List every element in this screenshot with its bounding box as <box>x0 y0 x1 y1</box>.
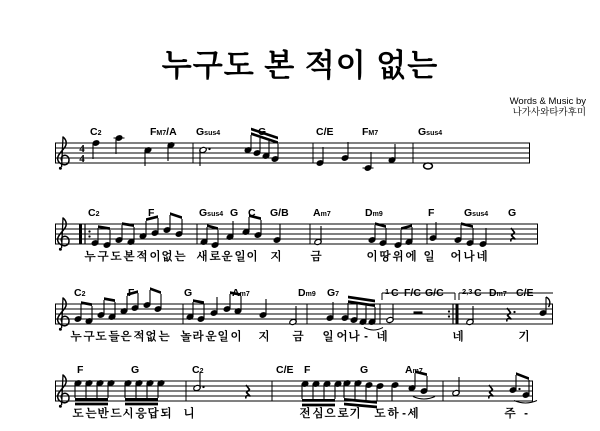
chord-label: Dm9 <box>298 287 316 299</box>
chord-label: G7 <box>327 287 340 299</box>
chord-label: G <box>360 364 369 376</box>
chord-label: C/E <box>516 287 534 299</box>
lyric-syllable: 나 <box>348 331 360 343</box>
lyric-syllable: 일 <box>217 331 229 343</box>
svg-text:4: 4 <box>79 153 85 165</box>
chord-label: F/C <box>404 287 421 299</box>
lyric-syllable: 누 <box>84 251 96 263</box>
lyric-syllable: 없 <box>145 331 157 343</box>
lyric-syllable: 으 <box>324 408 336 420</box>
lyric-syllable: 일 <box>322 331 334 343</box>
chord-label: Am7 <box>405 364 423 376</box>
lyric-syllable: 지 <box>258 331 270 343</box>
lyric-syllable: 주 <box>504 408 516 420</box>
lyric-syllable: 일 <box>423 251 435 263</box>
chord-label: C <box>474 287 482 299</box>
lyric-syllable: 기 <box>518 331 530 343</box>
chord-label: G <box>508 207 517 219</box>
chord-label: C2 <box>90 126 102 138</box>
lyric-syllable: 적 <box>133 331 145 343</box>
chord-label: G <box>184 287 193 299</box>
chord-label: F <box>77 364 84 376</box>
lyric-syllable: 어 <box>336 331 348 343</box>
lyric-syllable: 네 <box>476 251 488 263</box>
lyric-syllable: 땅 <box>379 251 391 263</box>
lyric-syllable: 도 <box>95 331 107 343</box>
chord-label: F <box>148 207 155 219</box>
lyric-syllable: 시 <box>122 408 134 420</box>
chord-label: F <box>428 207 435 219</box>
lyric-syllable: - <box>524 408 528 420</box>
staff-4-notation <box>55 370 537 408</box>
lyric-syllable: 들 <box>108 331 120 343</box>
chord-label: FM7/A <box>150 126 177 138</box>
chord-label: Gsus4 <box>464 207 489 219</box>
lyric-syllable: 도 <box>72 408 84 420</box>
lyric-syllable: 적 <box>136 251 148 263</box>
chord-label: F <box>304 364 311 376</box>
lyric-syllable: 니 <box>183 408 195 420</box>
lyric-syllable: 이 <box>149 251 161 263</box>
chord-label: Gsus4 <box>418 126 443 138</box>
lyric-syllable: - <box>364 331 368 343</box>
lyric-syllable: 는 <box>158 331 170 343</box>
svg-text:4: 4 <box>79 143 85 155</box>
staff-2-notation <box>55 212 538 251</box>
lyric-syllable: 없 <box>161 251 173 263</box>
credits-words-music-by: Words & Music by <box>509 96 586 107</box>
chord-label: G <box>230 207 239 219</box>
lyric-syllable: 나 <box>463 251 475 263</box>
credits-author: 나가사와타카후미 <box>512 107 586 118</box>
lyric-syllable: 는 <box>174 251 186 263</box>
chord-label: Gsus4 <box>199 207 224 219</box>
chord-label: Am7 <box>313 207 331 219</box>
volta-number: 2,3 <box>462 287 473 296</box>
lyric-syllable: 되 <box>160 408 172 420</box>
lyric-syllable: 반 <box>97 408 109 420</box>
lyric-syllable: 답 <box>147 408 159 420</box>
lyric-syllable: 세 <box>407 408 419 420</box>
lyric-syllable: 운 <box>205 331 217 343</box>
lyric-syllable: 로 <box>337 408 349 420</box>
song-title: 누구도 본 적이 없는 <box>161 48 439 83</box>
staff-1-notation <box>55 128 530 172</box>
lyric-syllable: 구 <box>83 331 95 343</box>
lyric-syllable: 네 <box>452 331 464 343</box>
chord-label: FM7 <box>362 126 379 138</box>
lyric-syllable: 도 <box>374 408 386 420</box>
lyric-syllable: 본 <box>123 251 135 263</box>
chord-label: C2 <box>88 207 100 219</box>
lyric-syllable: 이 <box>366 251 378 263</box>
lyric-syllable: 로 <box>209 251 221 263</box>
chord-label: Dm7 <box>489 287 507 299</box>
lyric-syllable: 도 <box>110 251 122 263</box>
chord-label: G/B <box>270 207 289 219</box>
chord-label: G/C <box>425 287 444 299</box>
lyric-syllable: 하 <box>387 408 399 420</box>
lyric-syllable: 어 <box>450 251 462 263</box>
lyric-syllable: 금 <box>292 331 304 343</box>
lyric-syllable: 는 <box>85 408 97 420</box>
lyric-syllable: 구 <box>97 251 109 263</box>
chord-label: Gsus4 <box>196 126 221 138</box>
chord-label: C <box>391 287 399 299</box>
lyric-syllable: 일 <box>234 251 246 263</box>
staff-3-notation <box>55 287 553 331</box>
volta-bracket <box>459 293 553 300</box>
lyric-syllable: 심 <box>312 408 324 420</box>
chord-label: G <box>258 126 267 138</box>
lyric-syllable: 네 <box>376 331 388 343</box>
chord-label: G <box>131 364 140 376</box>
volta-number: 1 <box>385 287 390 296</box>
lyric-syllable: 누 <box>70 331 82 343</box>
chord-label: C2 <box>192 364 204 376</box>
chord-label: C/E <box>276 364 294 376</box>
chord-label: F <box>128 287 135 299</box>
lyric-syllable: 운 <box>221 251 233 263</box>
lyric-syllable: 기 <box>349 408 361 420</box>
chord-label: C2 <box>74 287 86 299</box>
lyric-syllable: 이 <box>230 331 242 343</box>
lyric-syllable: 놀 <box>180 331 192 343</box>
lyric-syllable: 전 <box>299 408 311 420</box>
lyric-syllable: - <box>402 408 406 420</box>
lyric-syllable: 라 <box>192 331 204 343</box>
lyric-syllable: 에 <box>405 251 417 263</box>
chord-label: C <box>248 207 256 219</box>
lyric-syllable: 응 <box>135 408 147 420</box>
chord-label: Am7 <box>232 287 250 299</box>
volta-bracket <box>382 293 455 300</box>
lyric-syllable: 금 <box>310 251 322 263</box>
lyric-syllable: 지 <box>270 251 282 263</box>
lyric-syllable: 이 <box>246 251 258 263</box>
chord-label: C/E <box>316 126 334 138</box>
lyric-syllable: 드 <box>110 408 122 420</box>
lyric-syllable: 새 <box>196 251 208 263</box>
lyric-syllable: 위 <box>392 251 404 263</box>
lyric-syllable: 은 <box>120 331 132 343</box>
chord-label: Dm9 <box>365 207 383 219</box>
